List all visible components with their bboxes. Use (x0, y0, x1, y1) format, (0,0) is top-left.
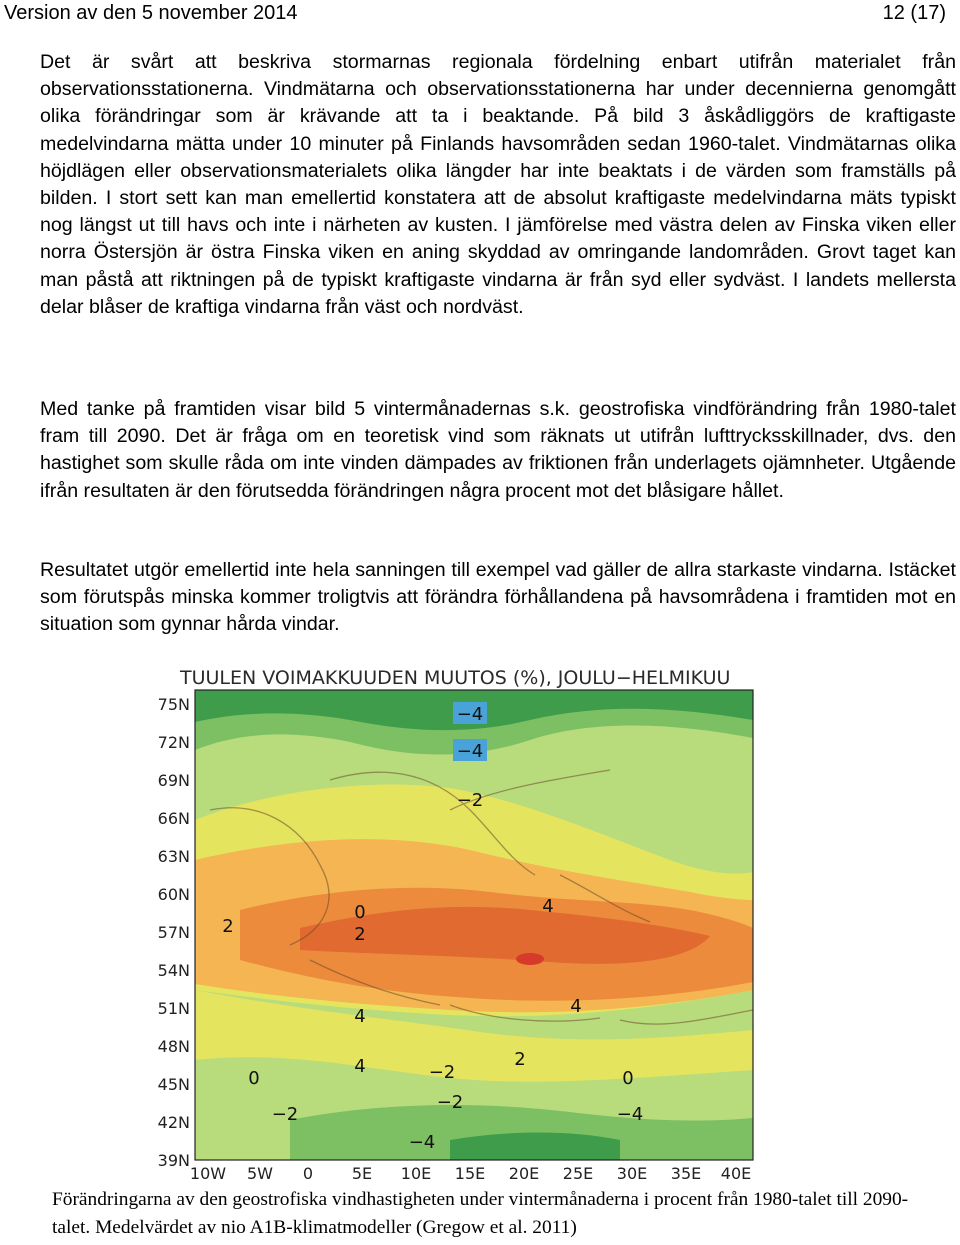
lat-label: 54N (157, 961, 190, 980)
contour-label: 0 (354, 902, 366, 923)
lat-label: 39N (157, 1151, 190, 1170)
lon-label: 40E (720, 1164, 752, 1183)
contour-label: −4 (456, 741, 484, 762)
contour-label: 4 (354, 1056, 366, 1077)
map-title: TUULEN VOIMAKKUUDEN MUUTOS (%), JOULU−HELMIKUU (180, 667, 731, 689)
lon-label: 5E (351, 1164, 373, 1183)
contour-label: 0 (622, 1068, 634, 1089)
contour-label: −4 (616, 1104, 644, 1125)
contour-label: −2 (428, 1062, 456, 1083)
paragraph-future-wind: Med tanke på framtiden visar bild 5 vintermånadernas s.k. geostrofiska vindförändring från 1980-talet fram till 2090. Det är fråga om en teoretisk vind som räknats ut utifrån lufttrycksskillnader, dvs. den hastighet som skulle råda om inte vinden dämpades av friktionen från underlagets ojämnheter. Utgående ifrån resultaten är den förutsedda förändringen några procent mot det blåsigare hållet. (40, 398, 956, 502)
lat-label: 66N (157, 809, 190, 828)
lat-label: 42N (157, 1113, 190, 1132)
lat-label: 51N (157, 999, 190, 1018)
contour-label: −2 (271, 1104, 299, 1125)
lon-label: 20E (508, 1164, 540, 1183)
page-number: 12 (17) (882, 2, 946, 24)
lon-label: 35E (670, 1164, 702, 1183)
lon-label: 30E (616, 1164, 648, 1183)
paragraph-ice-cover: Resultatet utgör emellertid inte hela sanningen till exempel vad gäller de allra starkaste vindarna. Istäcket som förutspås minska kommer troligtvis att förändra förhållandena på havsområdena i framtiden mot en situation som gynnar hårda vindar. (40, 559, 956, 636)
contour-label: 2 (222, 916, 234, 937)
lon-label: 0 (302, 1164, 314, 1183)
contour-label: 2 (514, 1049, 526, 1070)
lat-label: 63N (157, 847, 190, 866)
document-version: Version av den 5 november 2014 (4, 2, 298, 24)
paragraph-observations: Det är svårt att beskriva stormarnas regionala fördelning enbart utifrån materialet från observationsstationerna. Vindmätarna och observationsstationerna har under decennierna genomgått olika förändringar som är krävande att ta i beaktande. På bild 3 åskådliggörs de kraftigaste medelvindarna mätta under 10 minuter på Finlands havsområden sedan 1960-talet. Vindmätarnas olika höjdlägen eller observationsmaterialets olika längder har inte beaktats i de värden som framställs på bilden. I stort sett kan man emellertid konstatera att de absolut kraftigaste medelvindarna mäts typiskt nog längst ut till havs och inte i närheten av kusten. I jämförelse med västra delen av Finska viken eller norra Östersjön är östra Finska viken en aning skyddad av omringande landområden. Grovt taget kan man påstå att riktningen på de typiskt kraftigaste vindarna är från syd eller sydväst. I landets mellersta delar blåser de kraftiga vindarna från väst och nordväst. (40, 51, 956, 318)
contour-label: −2 (436, 1092, 464, 1113)
contour-label: 4 (570, 996, 582, 1017)
contour-label: 4 (354, 1006, 366, 1027)
contour-label: −4 (408, 1132, 436, 1153)
lat-label: 57N (157, 923, 190, 942)
lon-label: 25E (562, 1164, 594, 1183)
contour-label: −4 (456, 704, 484, 725)
contour-label: −2 (456, 790, 484, 811)
lat-label: 48N (157, 1037, 190, 1056)
lat-label: 45N (157, 1075, 190, 1094)
lat-label: 72N (157, 733, 190, 752)
figure-caption: Förändringarna av den geostrofiska vindhastigheten under vintermånaderna i procent från 1980-talet till 2090-talet. Medelvärdet av nio A1B-klimatmodeller (Gregow et al. 2011) (52, 1189, 909, 1238)
lat-label: 60N (157, 885, 190, 904)
lat-label: 75N (157, 695, 190, 714)
lon-label: 10W (189, 1164, 227, 1183)
lat-label: 69N (157, 771, 190, 790)
contour-label: 2 (354, 924, 366, 945)
lon-label: 5W (247, 1164, 273, 1183)
wind-change-map (150, 660, 760, 1185)
contour-label: 0 (248, 1068, 260, 1089)
contour-label: 4 (542, 896, 554, 917)
lon-label: 15E (454, 1164, 486, 1183)
lon-label: 10E (400, 1164, 432, 1183)
